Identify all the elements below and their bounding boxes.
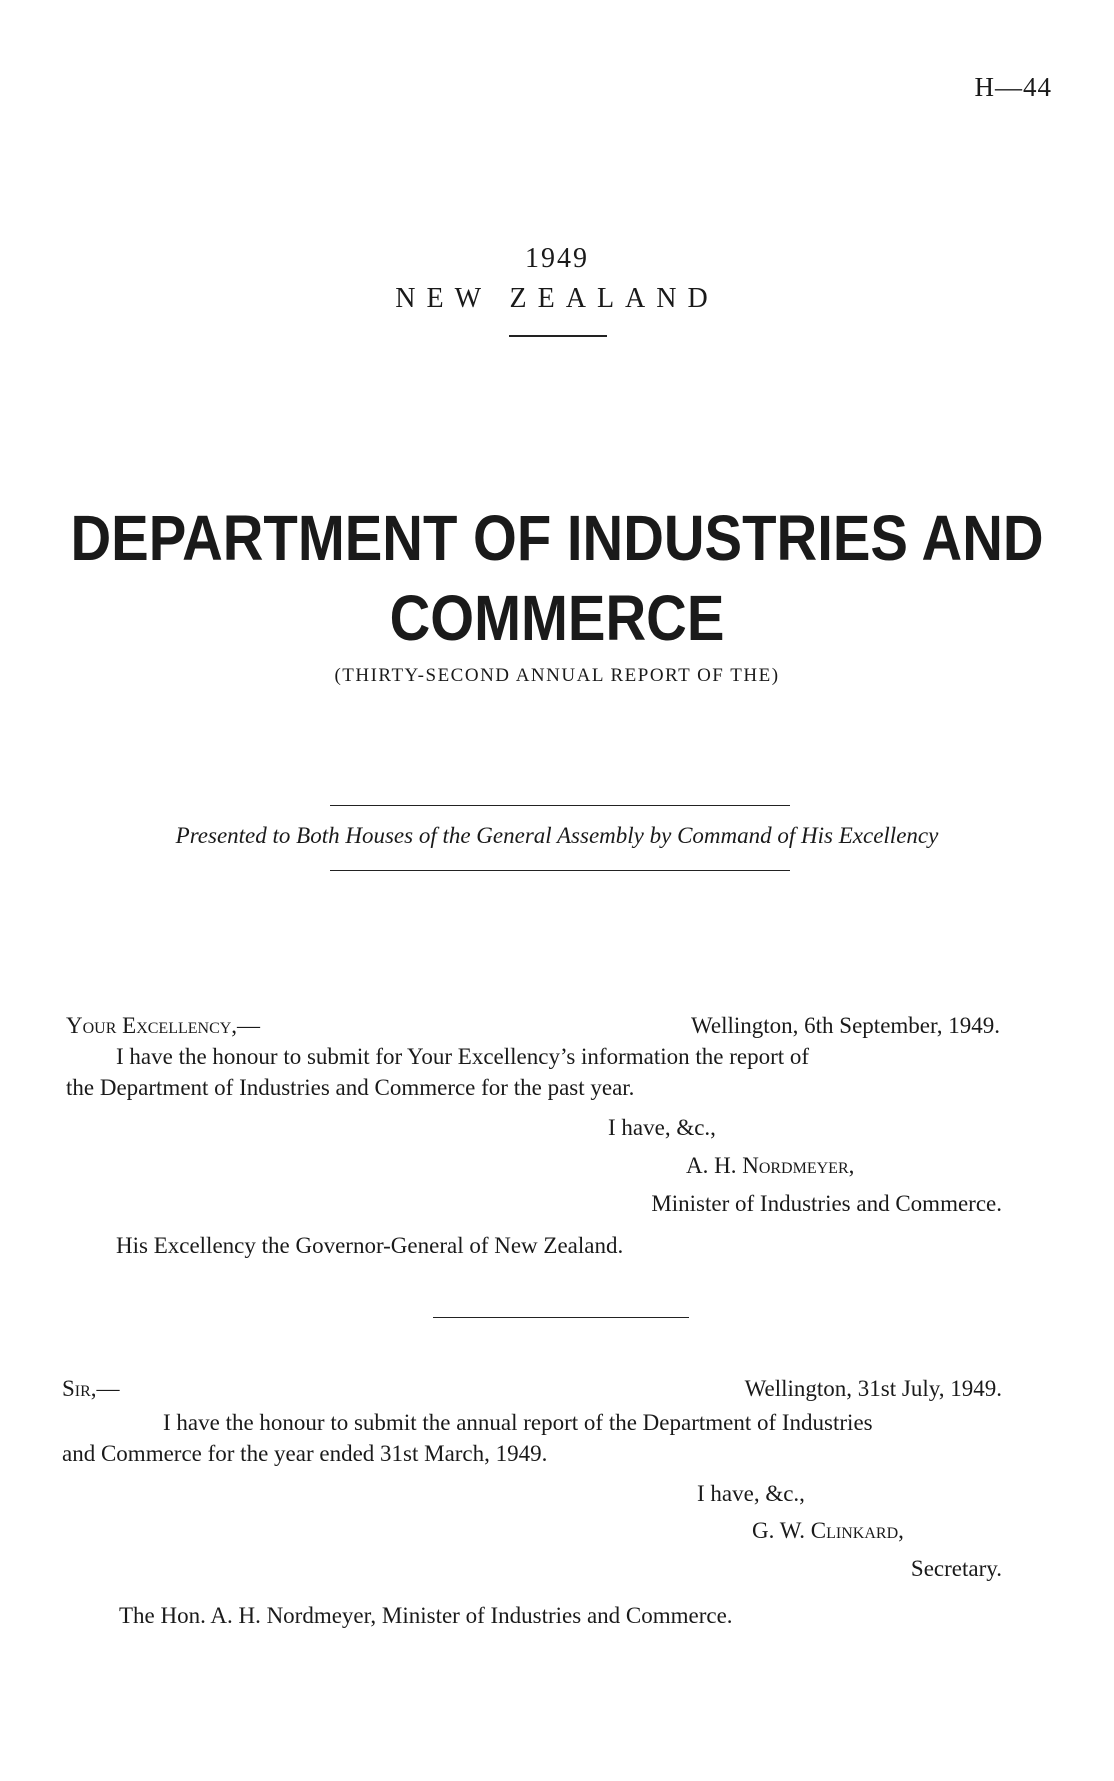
letter2-closing: I have, &c., (697, 1481, 805, 1506)
letter2-salutation: Sir,— (62, 1376, 120, 1401)
report-title-line-2: COMMERCE (389, 582, 725, 654)
letter2-signatory-title: Secretary. (910, 1556, 1002, 1581)
document-reference-number: H—44 (974, 72, 1052, 102)
letter2-signatory: G. W. Clinkard, (752, 1518, 904, 1543)
letter2-body-line-1: I have the honour to submit the annual report of the Department of Industries (163, 1410, 873, 1435)
report-title (67, 498, 1047, 658)
letter2-body-line-2: and Commerce for the year ended 31st March, 1949. (62, 1441, 548, 1466)
country-heading: NEW ZEALAND (395, 283, 719, 314)
letter-divider (433, 1317, 689, 1318)
letter2-dateline: Wellington, 31st July, 1949. (744, 1376, 1002, 1401)
letter1-salutation: Your Excellency,— (66, 1013, 261, 1038)
header-divider (509, 335, 607, 337)
letter1-closing: I have, &c., (608, 1115, 716, 1140)
letter1-signatory: A. H. Nordmeyer, (686, 1153, 855, 1178)
letter1-dateline: Wellington, 6th September, 1949. (691, 1013, 1000, 1038)
letter1-signatory-title: Minister of Industries and Commerce. (651, 1191, 1002, 1216)
presented-rule-top (330, 805, 790, 806)
letter1-addressee: His Excellency the Governor-General of New Zealand. (116, 1233, 624, 1258)
report-subtitle: (THIRTY-SECOND ANNUAL REPORT OF THE) (334, 665, 780, 686)
presented-rule-bottom (330, 870, 790, 871)
letter1-body-line-2: the Department of Industries and Commerce for the past year. (66, 1075, 635, 1100)
report-title-line-1: DEPARTMENT OF INDUSTRIES AND (70, 502, 1044, 574)
letter2-addressee: The Hon. A. H. Nordmeyer, Minister of Industries and Commerce. (119, 1603, 733, 1628)
letter1-body-line-1: I have the honour to submit for Your Excellency’s information the report of (116, 1044, 810, 1069)
presented-statement: Presented to Both Houses of the General Assembly by Command of His Excellency (175, 823, 939, 848)
publication-year: 1949 (525, 243, 589, 274)
